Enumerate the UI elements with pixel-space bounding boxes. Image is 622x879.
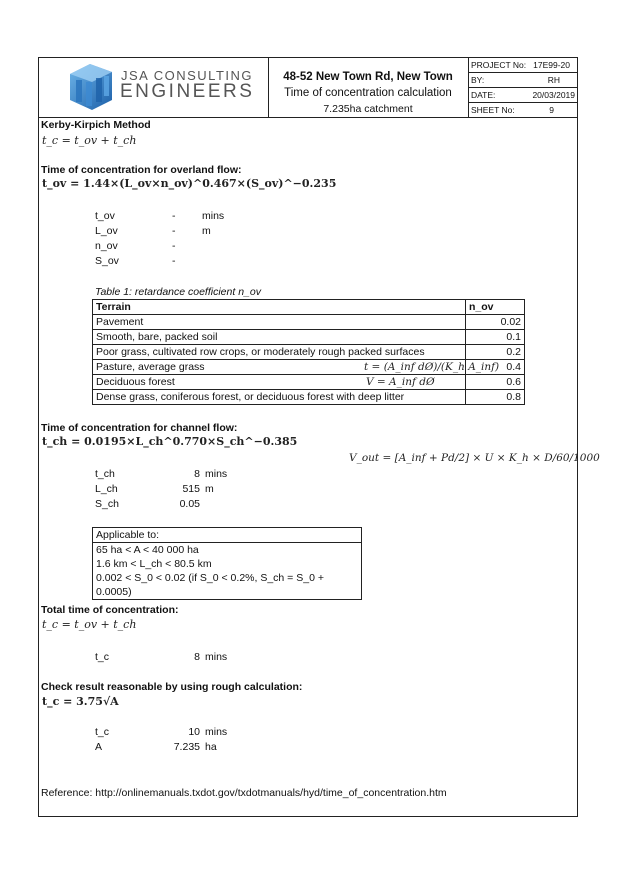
n-cell: 0.1 xyxy=(466,330,525,345)
reference-link[interactable]: Reference: http://onlinemanuals.txdot.gov/txdotmanuals/hyd/time_of_concentration.htm xyxy=(41,787,447,799)
meta-value-project: 17E99-20 xyxy=(533,60,570,70)
applicable-cell: 65 ha < A < 40 000 ha xyxy=(93,543,362,558)
param-unit: ha xyxy=(205,741,217,753)
meta-row-line xyxy=(468,87,578,88)
param-unit: m xyxy=(202,225,211,237)
applicable-cell: 0.002 < S_0 < 0.02 (if S_0 < 0.2%, S_ch = S_0 + 0.0005) xyxy=(93,571,362,600)
overlay-formula-v: V = A_inf dØ xyxy=(366,376,435,388)
param-unit: mins xyxy=(205,726,228,738)
applicable-row xyxy=(93,557,362,571)
table-row xyxy=(93,345,525,360)
terrain-cell: Pasture, average grass xyxy=(93,360,466,375)
document-subtitle: Time of concentration calculation xyxy=(284,87,452,99)
channel-formula: t_ch = 0.0195×L_ch^0.770×S_ch^−0.385 xyxy=(42,435,298,448)
n-cell: 0.8 xyxy=(466,390,525,405)
param-name: A xyxy=(95,741,103,753)
param-unit: mins xyxy=(202,210,225,222)
table-header-row xyxy=(93,300,525,315)
param-name: L_ov xyxy=(95,225,118,237)
param-value: - xyxy=(172,225,176,237)
check-title: Check result reasonable by using rough calculation: xyxy=(41,681,303,693)
meta-label-date: DATE: xyxy=(471,90,496,100)
param-name: t_ov xyxy=(95,210,115,222)
n-cell: 0.02 xyxy=(466,315,525,330)
param-name: n_ov xyxy=(95,240,118,252)
table-row xyxy=(93,315,525,330)
param-name: S_ov xyxy=(95,255,119,267)
param-unit: m xyxy=(205,483,214,495)
param-value: 10 xyxy=(188,726,200,738)
retardance-table xyxy=(92,299,525,405)
applicable-header-row xyxy=(93,528,362,543)
channel-title: Time of concentration for channel flow: xyxy=(41,422,238,434)
overlay-formula-t: t = (A_inf dØ)/(K_h A_inf) xyxy=(364,361,500,373)
param-value: 8 xyxy=(194,651,200,663)
param-value: - xyxy=(172,240,176,252)
n-cell: 0.6 xyxy=(466,375,525,390)
param-name: t_c xyxy=(95,651,110,663)
param-value: - xyxy=(172,255,176,267)
terrain-cell: Poor grass, cultivated row crops, or moderately rough packed surfaces xyxy=(93,345,466,360)
table-header-terrain: Terrain xyxy=(93,300,466,315)
table-caption: Table 1: retardance coefficient n_ov xyxy=(95,286,261,298)
param-unit: mins xyxy=(205,468,228,480)
meta-row-line xyxy=(468,72,578,73)
table-row xyxy=(93,390,525,405)
applicable-table xyxy=(92,527,362,600)
param-value: 515 xyxy=(182,483,200,495)
check-formula: t_c = 3.75√A xyxy=(42,695,119,708)
param-value: - xyxy=(172,210,176,222)
meta-value-by: RH xyxy=(547,75,560,85)
table-row xyxy=(93,375,525,390)
param-unit: mins xyxy=(205,651,228,663)
param-name: S_ch xyxy=(95,498,119,510)
applicable-title: Applicable to: xyxy=(93,528,362,543)
header-divider xyxy=(38,117,578,118)
table-header-n: n_ov xyxy=(466,300,525,315)
method-title: Kerby-Kirpich Method xyxy=(41,119,151,131)
meta-label-sheet: SHEET No: xyxy=(471,105,515,115)
param-value: 7.235 xyxy=(173,741,200,753)
terrain-cell: Smooth, bare, packed soil xyxy=(93,330,466,345)
company-name-line2: ENGINEERS xyxy=(120,81,255,102)
catchment-label: 7.235ha catchment xyxy=(323,103,413,115)
method-formula: t_c = t_ov + t_ch xyxy=(42,134,137,147)
company-name-line1: JSA CONSULTING xyxy=(121,68,254,83)
param-name: t_c xyxy=(95,726,110,738)
overland-title: Time of concentration for overland flow: xyxy=(41,164,242,176)
project-title: 48-52 New Town Rd, New Town xyxy=(283,71,453,83)
terrain-cell: Pavement xyxy=(93,315,466,330)
overland-formula: t_ov = 1.44×(L_ov×n_ov)^0.467×(S_ov)^−0.235 xyxy=(42,177,337,190)
param-name: t_ch xyxy=(95,468,115,480)
terrain-cell: Dense grass, coniferous forest, or deciduous forest with deep litter xyxy=(93,390,466,405)
applicable-row xyxy=(93,543,362,558)
param-name: L_ch xyxy=(95,483,118,495)
terrain-cell: Deciduous forest xyxy=(93,375,466,390)
total-title: Total time of concentration: xyxy=(41,604,179,616)
meta-row-line xyxy=(468,102,578,103)
param-value: 0.05 xyxy=(179,498,200,510)
applicable-row xyxy=(93,571,362,600)
total-formula: t_c = t_ov + t_ch xyxy=(42,618,137,631)
param-value: 8 xyxy=(194,468,200,480)
meta-label-project: PROJECT No: xyxy=(471,60,527,70)
n-cell: 0.2 xyxy=(466,345,525,360)
vout-formula: V_out = [A_inf + Pd/2] × U × K_h × D/60/1000 xyxy=(349,452,600,464)
applicable-cell: 1.6 km < L_ch < 80.5 km xyxy=(93,557,362,571)
meta-value-date: 20/03/2019 xyxy=(532,90,575,100)
company-logo-icon xyxy=(64,60,118,112)
meta-value-sheet: 9 xyxy=(549,105,554,115)
table-row xyxy=(93,330,525,345)
n-cell: 0.4 xyxy=(466,360,525,375)
meta-label-by: BY: xyxy=(471,75,485,85)
